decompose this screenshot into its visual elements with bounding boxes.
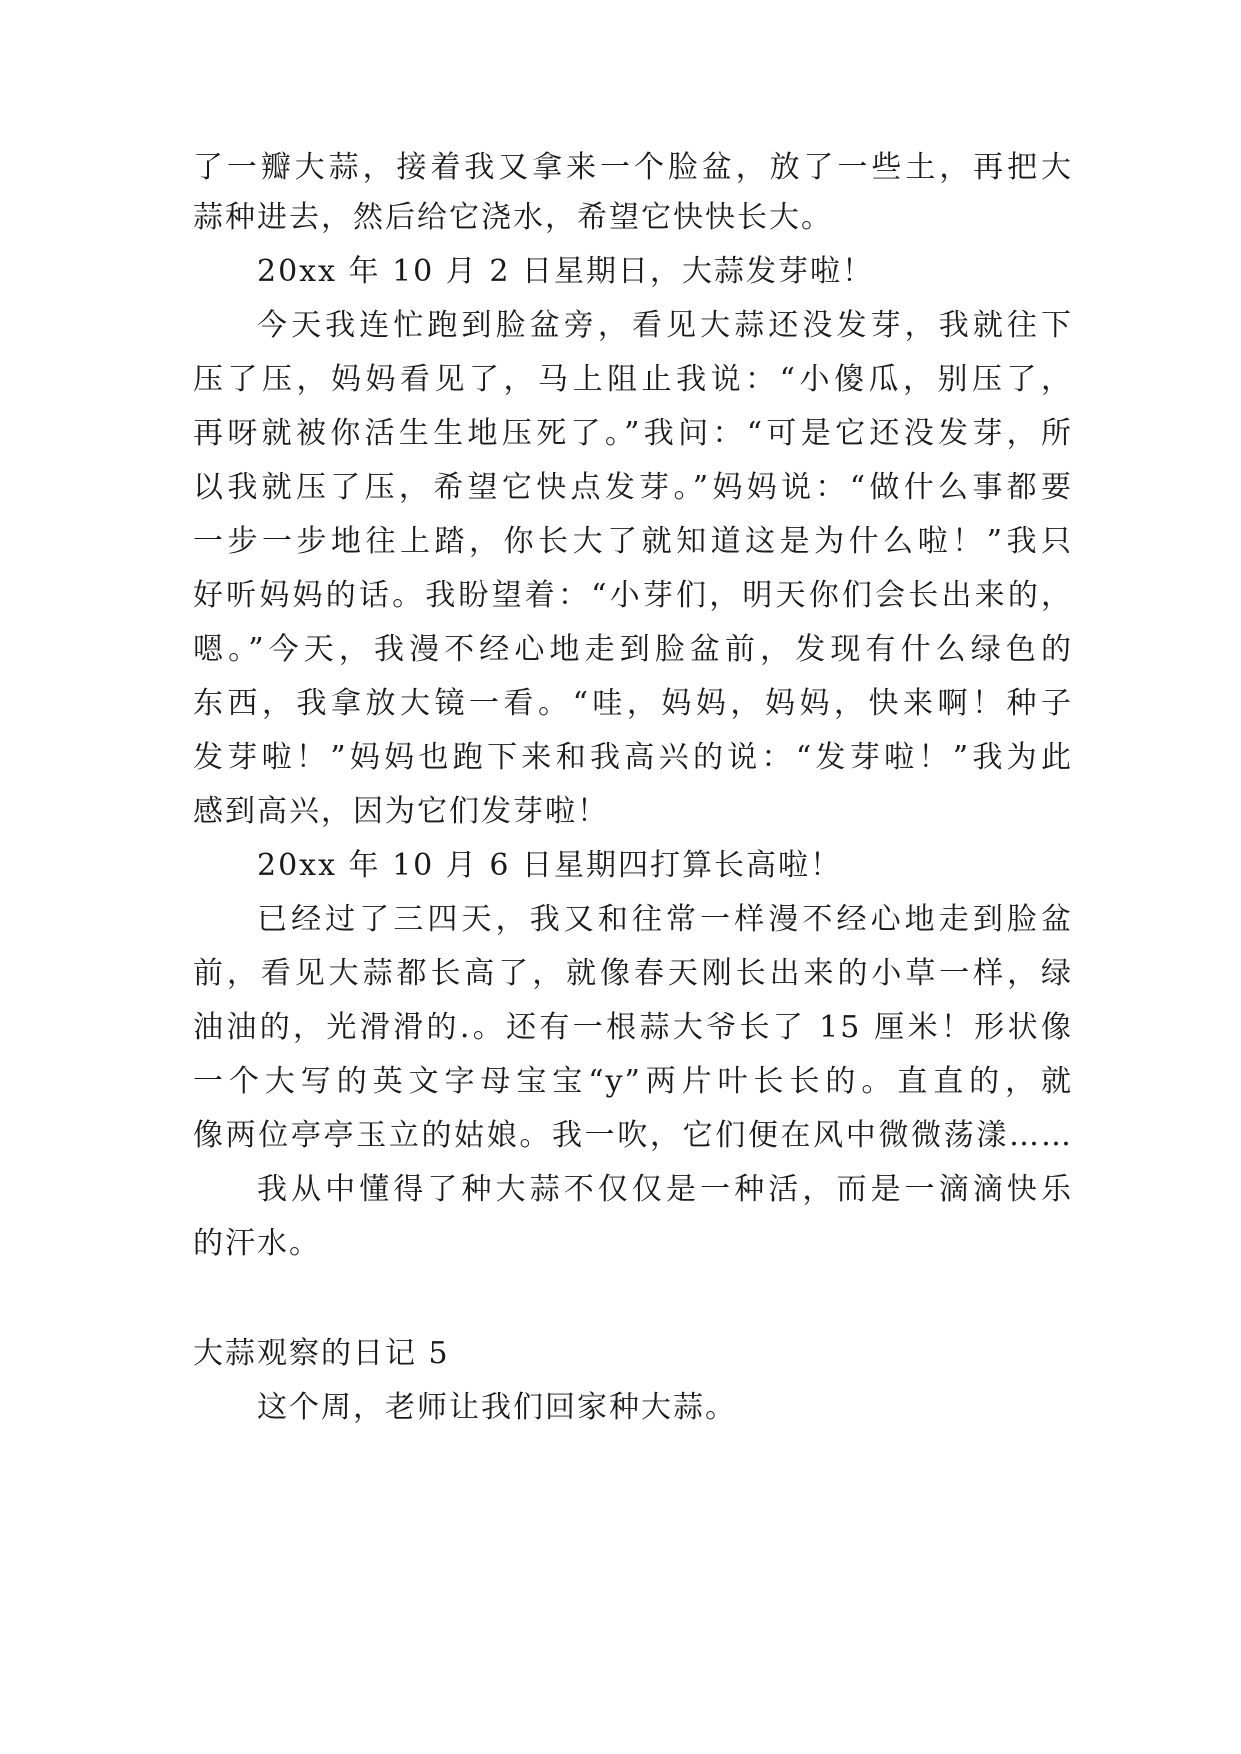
text-line: 前，看见大蒜都长高了，就像春天刚长出来的小草一样，绿 xyxy=(193,956,1073,991)
text-line: 我从中懂得了种大蒜不仅仅是一种活，而是一滴滴快乐 xyxy=(257,1172,1073,1207)
diary-date-heading: 20xx 年 10 月 2 日星期日，大蒜发芽啦！ xyxy=(257,254,874,289)
text-line: 像两位亭亭玉立的姑娘。我一吹，它们便在风中微微荡漾…… xyxy=(193,1118,1073,1153)
text-line: 发芽啦！”妈妈也跑下来和我高兴的说：“发芽啦！”我为此 xyxy=(193,740,1073,775)
text-line: 嗯。”今天，我漫不经心地走到脸盆前，发现有什么绿色的 xyxy=(193,632,1073,667)
text-line: 的汗水。 xyxy=(193,1226,321,1261)
text-line: 蒜种进去，然后给它浇水，希望它快快长大。 xyxy=(193,200,833,235)
text-line: 感到高兴，因为它们发芽啦！ xyxy=(193,794,609,829)
text-line: 今天我连忙跑到脸盆旁，看见大蒜还没发芽，我就往下 xyxy=(257,308,1073,343)
text-line: 了一瓣大蒜，接着我又拿来一个脸盆，放了一些土，再把大 xyxy=(193,150,1073,185)
text-line: 压了压，妈妈看见了，马上阻止我说：“小傻瓜，别压了， xyxy=(193,362,1073,397)
section-title: 大蒜观察的日记 5 xyxy=(193,1336,450,1371)
text-line: 油油的，光滑滑的.。还有一根蒜大爷长了 15 厘米！形状像 xyxy=(193,1010,1073,1045)
text-line: 再呀就被你活生生地压死了。”我问：“可是它还没发芽，所 xyxy=(193,416,1073,451)
text-line: 好听妈妈的话。我盼望着：“小芽们，明天你们会长出来的， xyxy=(193,578,1073,613)
text-line: 一个大写的英文字母宝宝“y”两片叶长长的。直直的，就 xyxy=(193,1064,1073,1099)
text-line: 一步一步地往上踏，你长大了就知道这是为什么啦！”我只 xyxy=(193,524,1073,559)
text-line: 东西，我拿放大镜一看。“哇，妈妈，妈妈，快来啊！种子 xyxy=(193,686,1073,721)
text-line: 已经过了三四天，我又和往常一样漫不经心地走到脸盆 xyxy=(257,902,1073,937)
diary-date-heading: 20xx 年 10 月 6 日星期四打算长高啦！ xyxy=(257,848,842,883)
text-line: 以我就压了压，希望它快点发芽。”妈妈说：“做什么事都要 xyxy=(193,470,1073,505)
text-line: 这个周，老师让我们回家种大蒜。 xyxy=(257,1390,737,1425)
